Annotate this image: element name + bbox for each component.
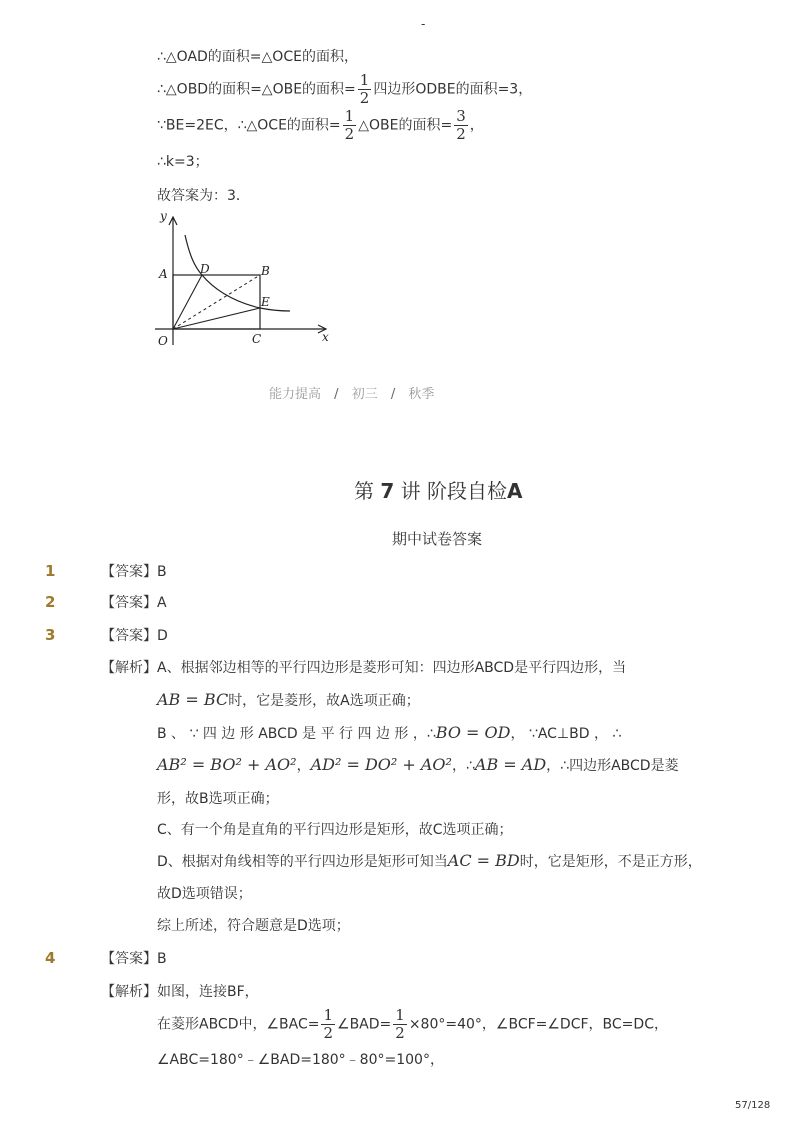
segment-oe — [173, 308, 260, 329]
fraction-numerator: 3 — [456, 107, 466, 125]
page-number: 57/128 — [735, 1100, 771, 1111]
fraction-numerator: 1 — [323, 1006, 334, 1024]
section-subtitle: 期中试卷答案 — [392, 530, 483, 548]
analysis-line-7 — [157, 851, 702, 872]
math-expression: AB² = BO² + AO² — [157, 755, 297, 774]
analysis-line-4 — [157, 755, 679, 776]
answer-value: B — [157, 951, 167, 967]
lecture-title-prefix: 第 — [354, 479, 374, 503]
question-number: 2 — [45, 593, 56, 611]
answer-line — [101, 562, 167, 582]
solution-line-2-text-a: ∴△OBD的面积=△OBE的面积= — [157, 81, 356, 98]
lecture-title-middle: 讲 阶段自检 — [400, 479, 507, 503]
answer-tag: 【答案】 — [101, 595, 157, 611]
analysis-text: ×80°=40°，∠BCF=∠DCF，BC=DC， — [408, 1016, 668, 1033]
answer-tag: 【答案】 — [101, 628, 157, 644]
analysis-line-2 — [157, 690, 420, 711]
math-expression: AB = BC — [157, 690, 229, 709]
fraction-one-half — [358, 72, 372, 107]
answer-line — [101, 593, 167, 613]
label-c: C — [252, 332, 262, 346]
solution-line-3 — [157, 108, 484, 143]
label-y: y — [160, 209, 167, 223]
analysis-text: A、根据邻边相等的平行四边形是菱形可知：四边形ABCD是平行四边形，当 — [157, 660, 627, 676]
lecture-title-number: 7 — [380, 479, 395, 503]
lecture-title-suffix: A — [507, 479, 523, 503]
question-number: 4 — [45, 949, 56, 967]
fraction-numerator: 1 — [395, 1006, 405, 1024]
solution-line-3-text-b: △OBE的面积= — [358, 117, 453, 134]
fraction-numerator: 1 — [359, 71, 370, 89]
course-tag-separator: / — [334, 387, 339, 402]
analysis-text: ∠BAD= — [337, 1016, 392, 1033]
label-e: E — [261, 295, 270, 309]
analysis-line-q4-3: ∠ABC=180°﹣∠BAD=180°﹣80°=100°， — [157, 1052, 444, 1068]
analysis-line-5: 形，故B选项正确； — [157, 791, 279, 807]
solution-line-5: 故答案为：3． — [157, 188, 250, 204]
analysis-line-3 — [157, 723, 621, 744]
fraction-denominator: 2 — [344, 125, 355, 143]
answer-line — [101, 626, 168, 646]
solution-line-1: ∴△OAD的面积=△OCE的面积， — [157, 49, 358, 65]
answer-value: A — [157, 595, 167, 611]
solution-line-3-text-a: ∵BE=2EC，∴△OCE的面积= — [157, 117, 341, 134]
analysis-text: 在菱形ABCD中，∠BAC= — [157, 1016, 320, 1033]
segment-ob-dashed — [173, 275, 260, 329]
analysis-text: ，∴ — [451, 758, 475, 774]
analysis-line-1 — [101, 658, 626, 678]
analysis-text: 如图，连接BF， — [157, 984, 259, 1000]
math-expression: BO = OD — [435, 723, 511, 742]
analysis-text: ， — [296, 758, 311, 774]
solution-line-2 — [157, 72, 532, 107]
label-o: O — [158, 334, 168, 348]
segment-od — [173, 275, 202, 329]
math-expression: AD² = DO² + AO² — [310, 755, 452, 774]
analysis-text: ， ∵AC⊥BD ， ∴ — [510, 726, 622, 742]
fraction-one-half — [321, 1007, 335, 1042]
answer-line — [101, 949, 167, 969]
course-tag-level: 能力提高 — [269, 387, 322, 402]
analysis-line-8: 故D选项错误； — [157, 886, 252, 902]
fraction-one-half — [343, 108, 357, 143]
geometry-figure — [150, 205, 335, 350]
fraction-numerator: 1 — [344, 107, 355, 125]
analysis-line-q4-2 — [157, 1007, 668, 1042]
analysis-tag: 【解析】 — [101, 660, 157, 676]
analysis-line-6: C、有一个角是直角的平行四边形是矩形，故C选项正确； — [157, 822, 513, 838]
fraction-denominator: 2 — [395, 1024, 405, 1042]
analysis-line-9: 综上所述，符合题意是D选项； — [157, 918, 350, 934]
rectangle-oabc — [173, 275, 260, 329]
math-expression: AC = BD — [447, 851, 520, 870]
analysis-text: B 、 ∵ 四 边 形 ABCD 是 平 行 四 边 形 ，∴ — [157, 726, 436, 742]
answer-tag: 【答案】 — [101, 564, 157, 580]
analysis-text: D、根据对角线相等的平行四边形是矩形可知当 — [157, 854, 448, 870]
fraction-one-half — [393, 1007, 407, 1042]
label-b: B — [261, 264, 270, 278]
question-number: 3 — [45, 626, 56, 644]
label-a: A — [159, 267, 168, 281]
course-tag — [269, 383, 434, 402]
fraction-three-halves — [454, 108, 468, 143]
lecture-title — [354, 475, 522, 504]
solution-line-4: ∴k=3； — [157, 154, 209, 170]
math-expression: AB = AD — [474, 755, 547, 774]
answer-value: B — [157, 564, 167, 580]
analysis-text: 时，它是菱形，故A选项正确； — [228, 693, 420, 709]
analysis-tag: 【解析】 — [101, 984, 157, 1000]
question-number: 1 — [45, 562, 56, 580]
answer-value: D — [157, 628, 168, 644]
course-tag-separator: / — [390, 387, 396, 402]
label-d: D — [200, 262, 210, 276]
fraction-denominator: 2 — [359, 89, 370, 107]
solution-line-3-text-c: ， — [469, 117, 484, 134]
course-tag-grade: 初三 — [351, 387, 378, 402]
analysis-text: ，∴四边形ABCD是菱 — [546, 758, 679, 774]
fraction-denominator: 2 — [456, 125, 466, 143]
answer-tag: 【答案】 — [101, 951, 157, 967]
header-mark: - — [421, 17, 426, 31]
fraction-denominator: 2 — [323, 1024, 334, 1042]
analysis-text: 时，它是矩形，不是正方形， — [519, 854, 702, 870]
label-x: x — [322, 330, 329, 344]
analysis-line-q4-1 — [101, 982, 259, 1002]
solution-line-2-text-b: 四边形ODBE的面积=3， — [373, 81, 533, 98]
course-tag-season: 秋季 — [408, 387, 435, 402]
